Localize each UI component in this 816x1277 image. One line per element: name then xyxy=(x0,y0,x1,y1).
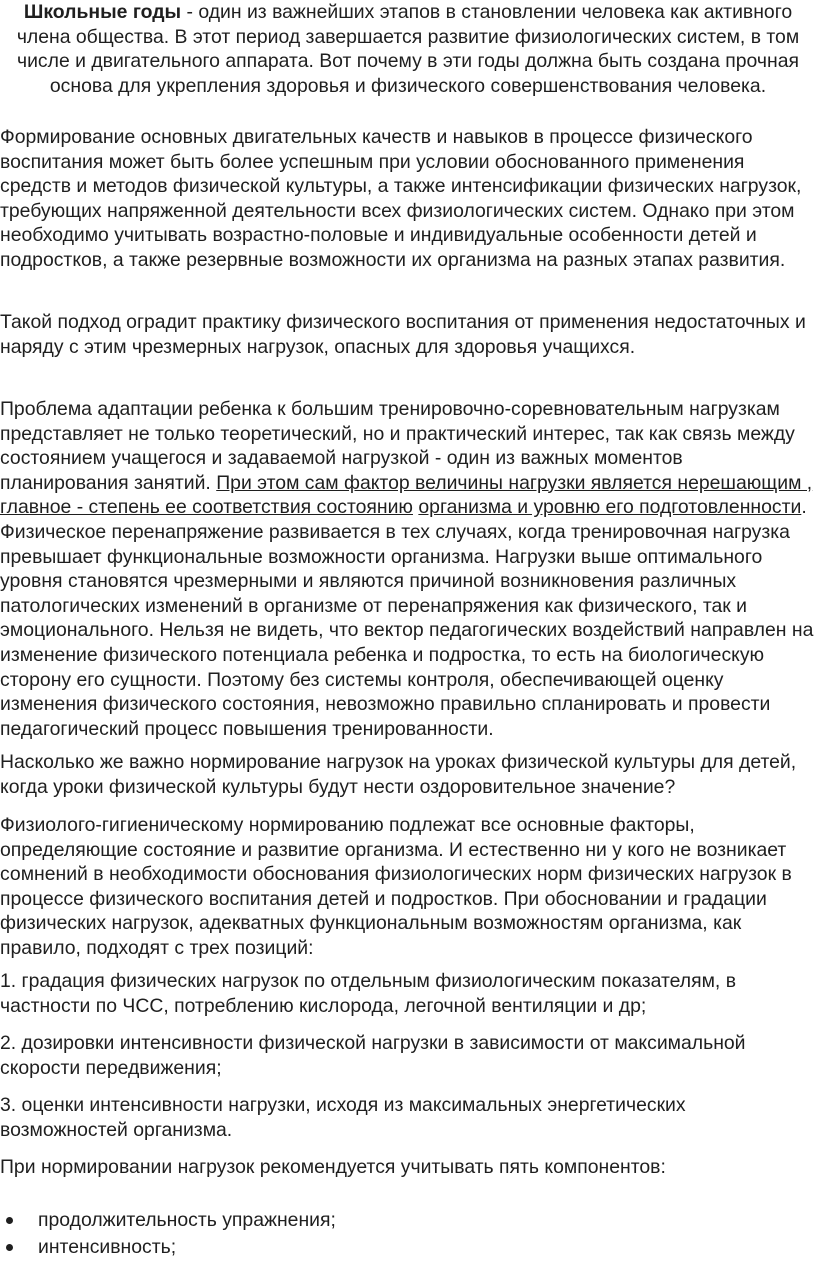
paragraph-adaptation xyxy=(0,397,816,741)
bullet-item-duration xyxy=(0,1208,816,1235)
paragraph-components: При нормировании нагрузок рекомендуется учитывать пять компонентов: xyxy=(0,1156,666,1178)
intro-bold-term: Школьные годы xyxy=(23,1,182,23)
adaptation-text-start: Проблема адаптации ребенка к большим тренировочно-соревновательным нагрузкам представляет не только теоретический, но и практический интерес, так как связь между состоянием учащегося и задаваемой нагрузкой - один из важных моментов планирования занятий. xyxy=(0,398,795,494)
list-item-2: 2. дозировки интенсивности физической нагрузки в зависимости от максимальной скорости передвижения; xyxy=(0,1032,746,1079)
bullet-icon xyxy=(6,1217,13,1224)
components-list xyxy=(0,1208,816,1262)
paragraph-normalization: Физиолого-гигиеническому нормированию подлежат все основные факторы, определяющие состояние и развитие организма. И естественно ни у кого не возникает сомнений в необходимости обоснования физиологических норм физических нагрузок в процессе физического воспитания детей и подростков. При обосновании и градации физических нагрузок, адекватных функциональным возможностям организма, как правило, подходят с трех позиций: xyxy=(0,814,792,959)
paragraph-motor-skills: Формирование основных двигательных качеств и навыков в процессе физического воспитания может быть более успешным при условии обоснованного применения средств и методов физической культуры, а также интенсификации физических нагрузок, требующих напряженной деятельности всех физиологических систем. Однако при этом необходимо учитывать возрастно-половые и индивидуальные особенности детей и подростков, а также резервные возможности их организма на разных этапах развития. xyxy=(0,126,802,271)
intro-paragraph xyxy=(0,0,816,98)
paragraph-question: Насколько же важно нормирование нагрузок на уроках физической культуры для детей, когда уроки физической культуры будут нести оздоровительное значение? xyxy=(0,751,797,798)
underlined-load-factor: При этом сам фактор величины нагрузки является нерешающим , главное - степень ее соответствия состоянию xyxy=(0,471,813,519)
list-item-1: 1. градация физических нагрузок по отдельным физиологическим показателям, в частности по ЧСС, потреблению кислорода, легочной вентиляции и др; xyxy=(0,970,736,1017)
intro-text: - один из важнейших этапов в становлении человека как активного члена общества. В этот период завершается развитие физиологических систем, в том числе и двигательного аппарата. Вот почему в эти годы должна быть создана прочная основа для укрепления здоровья и физического совершенствования человека. xyxy=(16,1,800,97)
paragraph-approach: Такой подход оградит практику физического воспитания от применения недостаточных и наряду с этим чрезмерных нагрузок, опасных для здоровья учащихся. xyxy=(0,311,806,358)
bullet-text: продолжительность упражнения; xyxy=(38,1209,336,1231)
bullet-icon xyxy=(6,1244,13,1251)
bullet-text: интенсивность; xyxy=(38,1236,177,1258)
underlined-organism-readiness: организма и уровню его подготовленности xyxy=(418,496,802,519)
list-item-3: 3. оценки интенсивности нагрузки, исходя из максимальных энергетических возможностей организма. xyxy=(0,1094,686,1141)
adaptation-text-end: . Физическое перенапряжение развивается в тех случаях, когда тренировочная нагрузка превышает функциональные возможности организма. Нагрузки выше оптимального уровня становятся чрезмерными и являются причиной возникновения различных патологических изменений в организме от перенапряжения как физического, так и эмоционального. Нельзя не видеть, что вектор педагогических воздействий направлен на изменение физического потенциала ребенка и подростка, то есть на биологическую сторону его сущности. Поэтому без системы контроля, обеспечивающей оценку изменения физического состояния, невозможно правильно спланировать и провести педагогический процесс повышения тренированности. xyxy=(0,496,814,740)
bullet-item-intensity xyxy=(0,1235,816,1262)
